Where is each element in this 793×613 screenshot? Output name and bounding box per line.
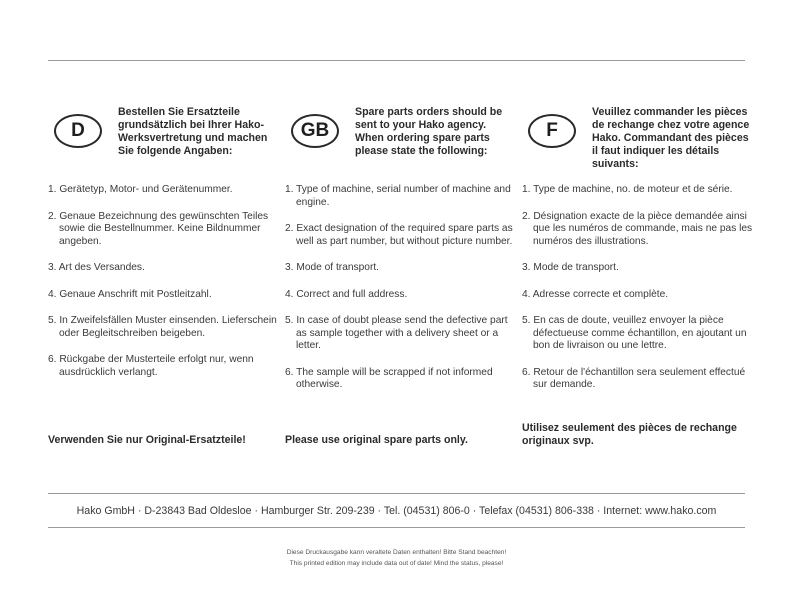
list-item: 2. Exact designation of the required spare parts as well as part number, but without picture number.	[285, 223, 513, 247]
intro-text: Veuillez commander les pièces de rechange chez votre agence Hako. Commandant des pièces il faut indiquer les détails suivants:	[592, 106, 750, 170]
column-de	[48, 104, 278, 446]
closing-note: Verwenden Sie nur Original-Ersatzteile!	[48, 434, 246, 446]
list-item: 6. The sample will be scrapped if not informed otherwise.	[285, 366, 493, 390]
closing-note: Please use original spare parts only.	[285, 434, 468, 446]
list-item: 4. Genaue Anschrift mit Postleitzahl.	[48, 288, 212, 300]
list-item: 2. Genaue Bezeichnung des gewünschten Teiles sowie die Bestellnummer. Keine Bildnummer angeben.	[48, 210, 269, 247]
country-badge-f: F	[528, 114, 576, 148]
list-item: 3. Mode of transport.	[285, 262, 380, 273]
footer-rule-top	[48, 493, 745, 494]
list-item: 4. Adresse correcte et complète.	[522, 288, 669, 300]
list-item: 2. Désignation exacte de la pièce demandée ainsi que les numéros de commande, mais ne pas les numéros des illustrations.	[522, 210, 753, 247]
list-item: 4. Correct and full address.	[285, 288, 408, 300]
intro-text: Bestellen Sie Ersatzteile grundsätzlich bei Ihrer Hako-Werksvertretung und machen Sie folgende Angaben:	[118, 106, 268, 157]
column-header	[522, 104, 752, 180]
disclaimer-en: This printed edition may include data out of date! Mind the status, please!	[289, 560, 504, 567]
list-item: 3. Art des Versandes.	[48, 262, 145, 273]
top-rule	[48, 60, 745, 61]
instruction-list	[48, 184, 280, 379]
list-item: 5. In case of doubt please send the defective part as sample together with a delivery sheet or a letter.	[285, 315, 508, 351]
closing-note: Utilisez seulement des pièces de rechange originaux svp.	[522, 422, 737, 447]
instruction-list	[522, 184, 754, 392]
footer-address: Hako GmbH · D-23843 Bad Oldesloe · Hamburger Str. 209-239 · Tel. (04531) 806-0 · Telefax (04531) 806-338 · Internet: www.hako.com	[76, 505, 717, 517]
column-fr	[522, 104, 753, 447]
list-item: 3. Mode de transport.	[522, 262, 619, 273]
instruction-list	[285, 184, 517, 392]
footer-rule-bottom	[48, 527, 745, 528]
list-item: 1. Type of machine, serial number of machine and engine.	[285, 184, 511, 208]
country-badge-d: D	[54, 114, 102, 148]
list-item: 1. Gerätetyp, Motor- und Gerätenummer.	[48, 184, 233, 195]
list-item: 6. Retour de l'échantillon sera seulement effectué sur demande.	[522, 366, 746, 390]
column-gb	[285, 104, 515, 446]
list-item: 5. In Zweifelsfällen Muster einsenden. Lieferschein oder Begleitschreiben beigeben.	[48, 315, 277, 339]
list-item: 6. Rückgabe der Musterteile erfolgt nur, wenn ausdrücklich verlangt.	[48, 354, 254, 378]
list-item: 1. Type de machine, no. de moteur et de série.	[522, 184, 733, 195]
column-header	[285, 104, 515, 180]
list-item: 5. En cas de doute, veuillez envoyer la pièce défectueuse comme échantillon, en ajoutant un bon de livraison ou une lettre.	[522, 315, 747, 351]
country-badge-gb: GB	[291, 114, 339, 148]
column-header	[48, 104, 278, 180]
disclaimer-de: Diese Druckausgabe kann veraltete Daten enthalten! Bitte Stand beachten!	[286, 549, 507, 556]
intro-text: Spare parts orders should be sent to your Hako agency. When ordering spare parts please state the following:	[355, 106, 503, 157]
